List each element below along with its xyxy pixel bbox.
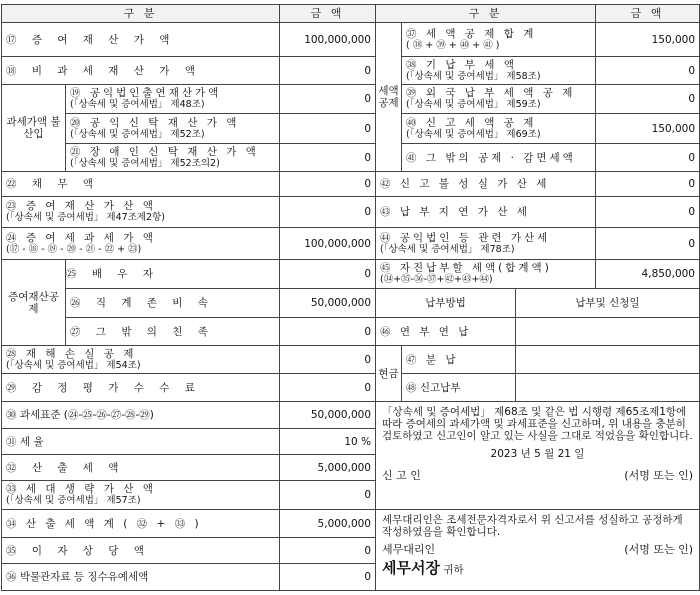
row-42-value[interactable]: 0 bbox=[596, 172, 700, 197]
row-32-label: ㉜ 산 출 세 액 bbox=[2, 455, 280, 481]
row-22-label: ㉒ 채 무 액 bbox=[2, 172, 280, 197]
row-33-value[interactable]: 0 bbox=[280, 481, 376, 510]
row-19-label: ⑲ 공익법인출연재산가액 (「상속세 및 증여세법」 제48조) bbox=[66, 85, 280, 114]
cash-group-label: 현금 bbox=[376, 346, 402, 402]
row-31-value[interactable]: 10 % bbox=[280, 429, 376, 455]
row-28-value[interactable]: 0 bbox=[280, 346, 376, 374]
row-23-value[interactable]: 0 bbox=[280, 197, 376, 228]
row-34-label: ㉞ 산 출 세 액 계 ( ㉜ + ㉝ ) bbox=[2, 510, 280, 538]
header-category-right: 구 분 bbox=[376, 5, 596, 23]
row-19-value[interactable]: 0 bbox=[280, 85, 376, 114]
row-18-label: ⑱ 비 과 세 재 산 가 액 bbox=[2, 57, 280, 85]
row-37-value[interactable]: 150,000 bbox=[596, 23, 700, 57]
row-24-value[interactable]: 100,000,000 bbox=[280, 228, 376, 260]
row-21-label: ㉑ 장 애 인 신 탁 재 산 가 액 (「상속세 및 증여세법」 제52조의2) bbox=[66, 144, 280, 172]
row-35-label: ㉟ 이 자 상 당 액 bbox=[2, 538, 280, 564]
row-24-label: ㉔ 증 여 세 과 세 가 액 (⑰ - ⑱ - ⑲ - ⑳ - ㉑ - ㉒ + ㉓) bbox=[2, 228, 280, 260]
row-29-value[interactable]: 0 bbox=[280, 374, 376, 402]
row-30-value[interactable]: 50,000,000 bbox=[280, 402, 376, 429]
payment-date-header: 납부및 신청일 bbox=[516, 289, 700, 318]
row-43-value[interactable]: 0 bbox=[596, 197, 700, 228]
row-25-label: ㉕ 배 우 자 bbox=[66, 260, 280, 289]
tax-office-name: 세무서장 bbox=[382, 559, 440, 577]
tax-office-suffix: 귀하 bbox=[443, 564, 464, 576]
agent-block bbox=[376, 510, 700, 591]
row-48-date[interactable] bbox=[516, 374, 700, 402]
row-44-label: ㊹ 공익법인 등 관련 가산세 (「상속세 및 증여세법」 제78조) bbox=[376, 228, 596, 260]
header-category-left: 구 분 bbox=[2, 5, 280, 23]
agent-label: 세무대리인 bbox=[382, 543, 436, 556]
row-48-label: ㊽ 신고납부 bbox=[402, 374, 516, 402]
row-26-value[interactable]: 50,000,000 bbox=[280, 289, 376, 318]
filer-sign-note[interactable]: (서명 또는 인) bbox=[624, 469, 693, 482]
row-21-value[interactable]: 0 bbox=[280, 144, 376, 172]
declaration-date: 2023 년 5 월 21 일 bbox=[490, 448, 585, 460]
row-46-label: ㊻ 연 부 연 납 bbox=[376, 318, 516, 346]
row-26-label: ㉖ 직 계 존 비 속 bbox=[66, 289, 280, 318]
row-22-value[interactable]: 0 bbox=[280, 172, 376, 197]
row-45-value[interactable]: 4,850,000 bbox=[596, 260, 700, 289]
declaration-text: 「상속세 및 증여세법」 제68조 및 같은 법 시행령 제65조제1항에 따라 증여세의 과세가액 및 과세표준을 신고하며, 위 내용을 충분히 검토하였고 신고인이 알고 있는 사실을 그대로 적었음을 확인합니다. bbox=[382, 406, 693, 442]
row-27-label: ㉗ 그 밖 의 친 족 bbox=[66, 318, 280, 346]
row-17-value[interactable]: 100,000,000 bbox=[280, 23, 376, 57]
row-47-date[interactable] bbox=[516, 346, 700, 374]
row-41-value[interactable]: 0 bbox=[596, 144, 700, 172]
row-30-label: ㉚ 과세표준 (㉔-㉕-㉖-㉗-㉘-㉙) bbox=[2, 402, 280, 429]
row-18-value[interactable]: 0 bbox=[280, 57, 376, 85]
tax-calculation-table bbox=[1, 4, 700, 591]
row-20-label: ⑳ 공 익 신 탁 재 산 가 액 (「상속세 및 증여세법」 제52조) bbox=[66, 114, 280, 144]
row-36-label: ㊱ 박물관자료 등 징수유예세액 bbox=[2, 564, 280, 591]
row-36-value[interactable]: 0 bbox=[280, 564, 376, 591]
filer-label: 신 고 인 bbox=[382, 469, 421, 482]
row-42-label: ㊷ 신 고 불 성 실 가 산 세 bbox=[376, 172, 596, 197]
row-43-label: ㊸ 납 부 지 연 가 산 세 bbox=[376, 197, 596, 228]
row-37-label: ㊲ 세 액 공 제 합 계 ( ㊳ + ㊴ + ㊵ + ㊶ ) bbox=[402, 23, 596, 57]
row-32-value[interactable]: 5,000,000 bbox=[280, 455, 376, 481]
header-amount-right: 금 액 bbox=[596, 5, 700, 23]
tax-credit-group-label: 세액 공제 bbox=[376, 23, 402, 172]
header-amount-left: 금 액 bbox=[280, 5, 376, 23]
row-45-label: ㊺ 자진납부할 세액(합계액) (㉞+㉟-㊱-㊲+㊷+㊸+㊹) bbox=[376, 260, 596, 289]
agent-text: 세무대리인은 조세전문자격자로서 위 신고서를 성실하고 공정하게 작성하였음을 확인합니다. bbox=[382, 514, 683, 538]
row-20-value[interactable]: 0 bbox=[280, 114, 376, 144]
row-38-value[interactable]: 0 bbox=[596, 57, 700, 85]
deduction-group-label: 증여재산공제 bbox=[2, 260, 66, 346]
row-29-label: ㉙ 감 정 평 가 수 수 료 bbox=[2, 374, 280, 402]
row-28-label: ㉘ 재 해 손 실 공 제 (「상속세 및 증여세법」 제54조) bbox=[2, 346, 280, 374]
row-39-label: ㊴ 외 국 납 부 세 액 공 제 (「상속세 및 증여세법」 제59조) bbox=[402, 85, 596, 114]
declaration-block bbox=[376, 402, 700, 510]
row-17-label: ⑰ 증 여 재 산 가 액 bbox=[2, 23, 280, 57]
row-31-label: ㉛ 세 율 bbox=[2, 429, 280, 455]
payment-method-header: 납부방법 bbox=[376, 289, 516, 318]
row-40-label: ㊵ 신 고 세 액 공 제 (「상속세 및 증여세법」 제69조) bbox=[402, 114, 596, 144]
row-47-label: ㊼ 분 납 bbox=[402, 346, 516, 374]
agent-sign-note[interactable]: (서명 또는 인) bbox=[624, 543, 693, 556]
row-35-value[interactable]: 0 bbox=[280, 538, 376, 564]
row-25-value[interactable]: 0 bbox=[280, 260, 376, 289]
row-44-value[interactable]: 0 bbox=[596, 228, 700, 260]
row-38-label: ㊳ 기 납 부 세 액 (「상속세 및 증여세법」 제58조) bbox=[402, 57, 596, 85]
row-34-value[interactable]: 5,000,000 bbox=[280, 510, 376, 538]
row-40-value[interactable]: 150,000 bbox=[596, 114, 700, 144]
row-39-value[interactable]: 0 bbox=[596, 85, 700, 114]
row-23-label: ㉓ 증 여 재 산 가 산 액 (「상속세 및 증여세법」 제47조제2항) bbox=[2, 197, 280, 228]
exempt-group-label: 과세가액 불산입 bbox=[2, 85, 66, 172]
row-46-date[interactable] bbox=[516, 318, 700, 346]
row-27-value[interactable]: 0 bbox=[280, 318, 376, 346]
row-33-label: ㉝ 세 대 생 략 가 산 액 (「상속세 및 증여세법」 제57조) bbox=[2, 481, 280, 510]
row-41-label: ㊶ 그 밖의 공제 · 감면세액 bbox=[402, 144, 596, 172]
